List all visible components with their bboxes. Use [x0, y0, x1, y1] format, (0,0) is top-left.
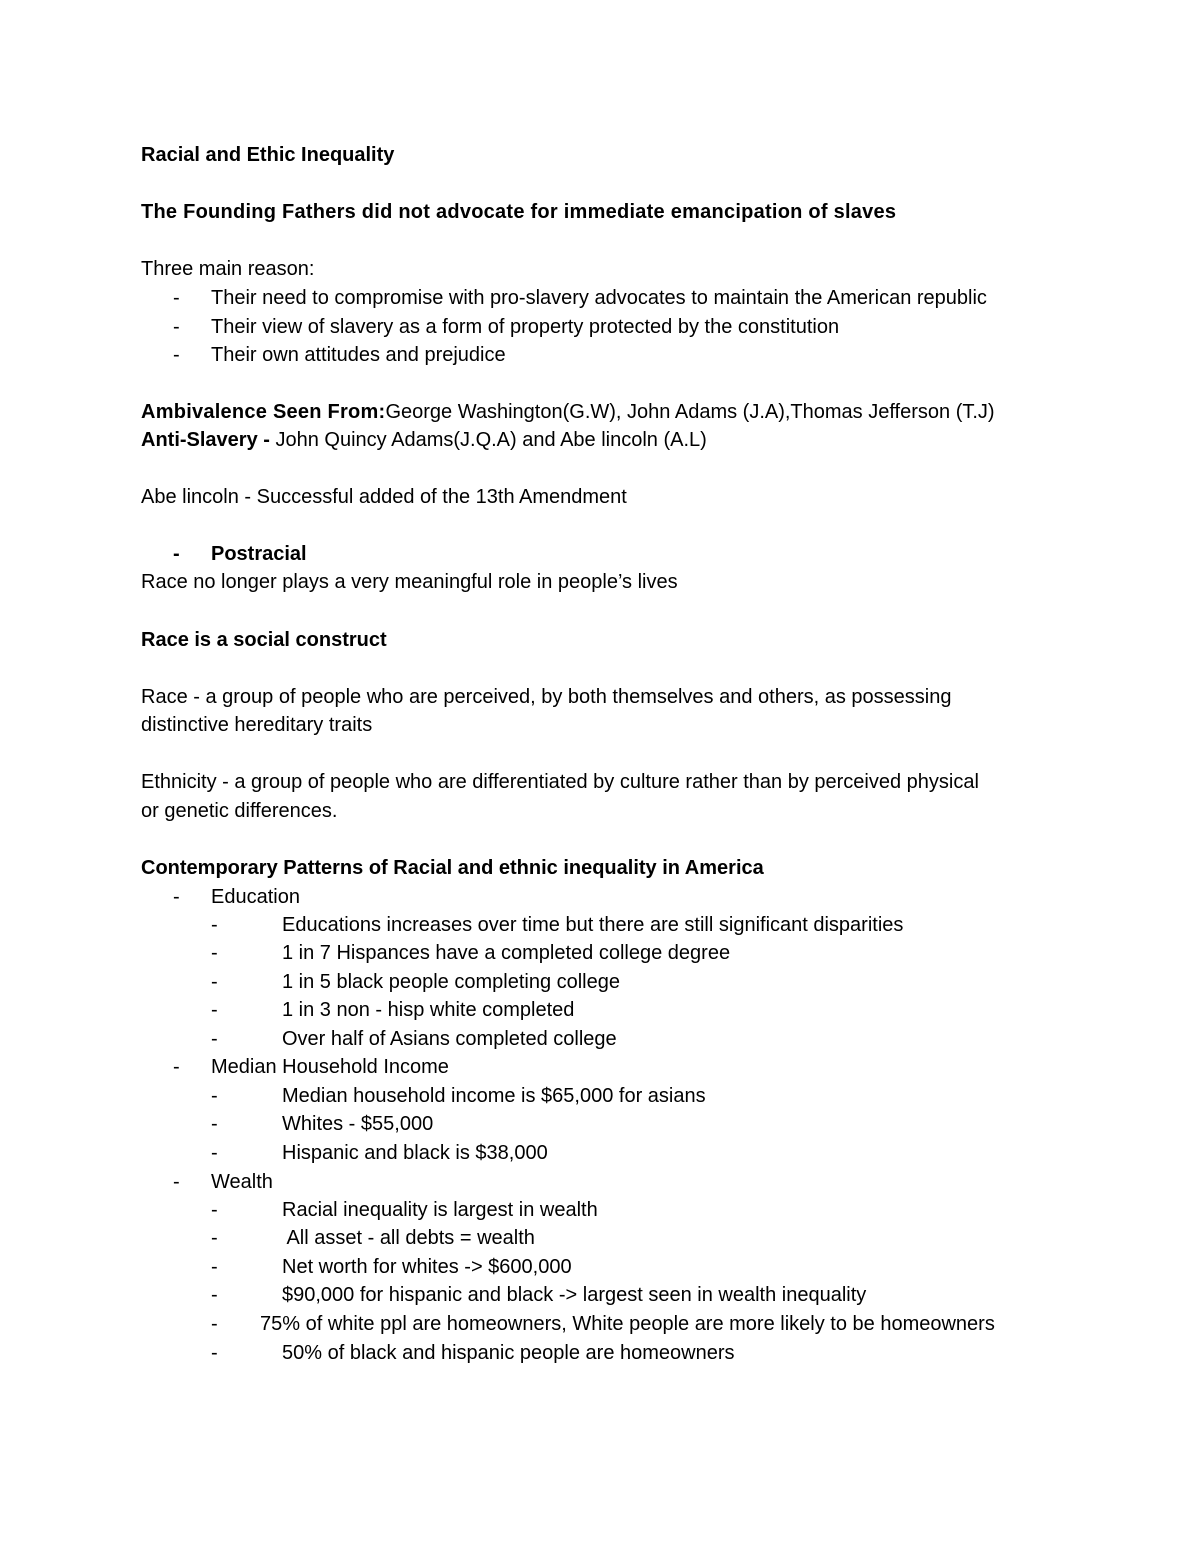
- sub-bullet: -: [211, 1085, 218, 1107]
- income-item: Hispanic and black is $38,000: [282, 1142, 548, 1164]
- income-item: Whites - $55,000: [282, 1113, 434, 1135]
- race-construct-heading: Race is a social construct: [141, 629, 387, 651]
- sub-bullet: -: [211, 914, 218, 936]
- sub-bullet: -: [211, 1227, 218, 1249]
- wealth-item: $90,000 for hispanic and black -> largest seen in wealth inequality: [282, 1284, 867, 1306]
- pattern-bullet: -: [173, 1171, 180, 1193]
- pattern-bullet: -: [173, 886, 180, 908]
- sub-bullet: -: [211, 1313, 218, 1335]
- postracial-bullet: -: [173, 543, 180, 565]
- income-item: Median household income is $65,000 for asians: [282, 1085, 706, 1107]
- reason-bullet: -: [173, 316, 180, 338]
- postracial-definition: Race no longer plays a very meaningful role in people’s lives: [141, 571, 678, 593]
- founding-fathers-heading: The Founding Fathers did not advocate for immediate emancipation of slaves: [141, 201, 897, 223]
- ethnicity-definition-line: or genetic differences.: [141, 800, 338, 822]
- reason-item: Their own attitudes and prejudice: [211, 344, 506, 366]
- wealth-item: Racial inequality is largest in wealth: [282, 1199, 598, 1221]
- document-title: Racial and Ethic Inequality: [141, 144, 395, 166]
- ambivalence-label: Ambivalence Seen From:: [141, 401, 386, 423]
- sub-bullet: -: [211, 1113, 218, 1135]
- sub-bullet: -: [211, 971, 218, 993]
- ambivalence-text: George Washington(G.W), John Adams (J.A),Thomas Jefferson (T.J): [385, 401, 995, 423]
- wealth-item: All asset - all debts = wealth: [282, 1227, 535, 1249]
- reason-bullet: -: [173, 287, 180, 309]
- wealth-item: 50% of black and hispanic people are homeowners: [282, 1342, 735, 1364]
- ethnicity-definition-line: Ethnicity - a group of people who are differentiated by culture rather than by perceived physical: [141, 771, 979, 793]
- ambivalence-line: [141, 400, 995, 424]
- sub-bullet: -: [211, 1028, 218, 1050]
- anti-slavery-label: Anti-Slavery -: [141, 429, 276, 451]
- anti-slavery-line: [141, 428, 707, 452]
- pattern-label-education: Education: [211, 886, 300, 908]
- race-definition-line: distinctive hereditary traits: [141, 714, 373, 736]
- reason-bullet: -: [173, 344, 180, 366]
- patterns-heading: Contemporary Patterns of Racial and ethnic inequality in America: [141, 857, 764, 879]
- sub-bullet: -: [211, 1256, 218, 1278]
- race-definition-line: Race - a group of people who are perceived, by both themselves and others, as possessing: [141, 686, 952, 708]
- sub-bullet: -: [211, 999, 218, 1021]
- pattern-bullet: -: [173, 1056, 180, 1078]
- wealth-item: Net worth for whites -> $600,000: [282, 1256, 572, 1278]
- reasons-intro: Three main reason:: [141, 258, 315, 280]
- education-item: Over half of Asians completed college: [282, 1028, 617, 1050]
- education-item: Educations increases over time but there are still significant disparities: [282, 914, 904, 936]
- sub-bullet: -: [211, 1284, 218, 1306]
- anti-slavery-text: John Quincy Adams(J.Q.A) and Abe lincoln (A.L): [275, 429, 707, 451]
- pattern-label-wealth: Wealth: [211, 1171, 273, 1193]
- reason-item: Their view of slavery as a form of property protected by the constitution: [211, 316, 840, 338]
- reason-item: Their need to compromise with pro-slavery advocates to maintain the American republic: [211, 287, 987, 309]
- sub-bullet: -: [211, 942, 218, 964]
- lincoln-note: Abe lincoln - Successful added of the 13th Amendment: [141, 486, 627, 508]
- pattern-label-income: Median Household Income: [211, 1056, 449, 1078]
- postracial-label: Postracial: [211, 543, 307, 565]
- sub-bullet: -: [211, 1342, 218, 1364]
- education-item: 1 in 7 Hispances have a completed college degree: [282, 942, 731, 964]
- wealth-item: 75% of white ppl are homeowners, White people are more likely to be homeowners: [260, 1313, 995, 1335]
- sub-bullet: -: [211, 1142, 218, 1164]
- education-item: 1 in 3 non - hisp white completed: [282, 999, 575, 1021]
- education-item: 1 in 5 black people completing college: [282, 971, 620, 993]
- sub-bullet: -: [211, 1199, 218, 1221]
